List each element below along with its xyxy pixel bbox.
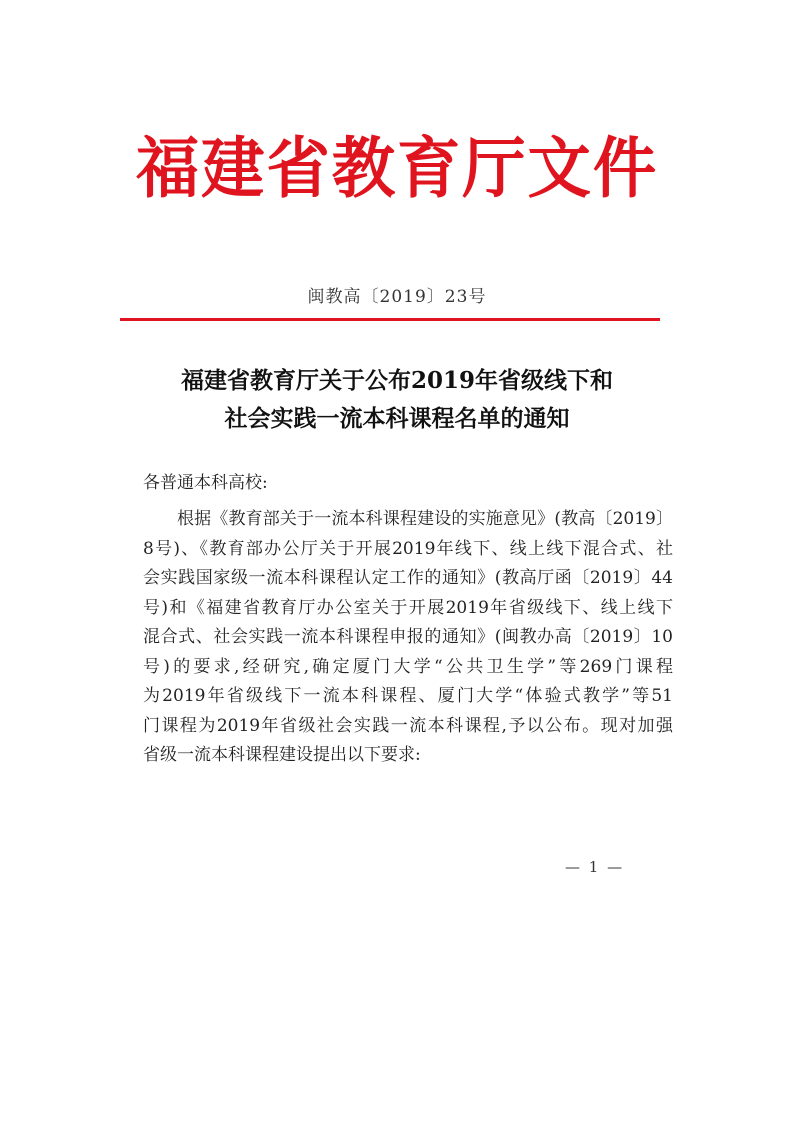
title-line-1: 福建省教育厅关于公布2019年省级线下和: [180, 367, 613, 394]
body-line: 根据《教育部关于一流本科课程建设的实施意见》(教高〔2019〕: [177, 509, 673, 529]
body-line: 号)的要求,经研究,确定厦门大学“公共卫生学”等269门课程: [143, 656, 673, 677]
body-paragraph: [143, 505, 673, 771]
body-line: 8号)、《教育部办公厅关于开展2019年线下、线上线下混合式、社: [143, 538, 673, 559]
red-divider-line: [120, 318, 660, 321]
document-title: [100, 362, 694, 438]
body-line: 为2019年省级线下一流本科课程、厦门大学“体验式教学”等51: [143, 686, 673, 706]
body-line: 号)和《福建省教育厅办公室关于开展2019年省级线下、线上线下: [143, 597, 673, 618]
issuer-header: 福建省教育厅文件: [135, 129, 659, 207]
body-line: 省级一流本科课程建设提出以下要求:: [143, 745, 421, 765]
title-line-2: 社会实践一流本科课程名单的通知: [224, 405, 570, 432]
salutation: 各普通本科高校:: [143, 473, 268, 493]
body-line: 混合式、社会实践一流本科课程申报的通知》(闽教办高〔2019〕10: [143, 627, 673, 647]
body-line: 门课程为2019年省级社会实践一流本科课程,予以公布。现对加强: [143, 715, 673, 736]
body-line: 会实践国家级一流本科课程认定工作的通知》(教高厅函〔2019〕44: [143, 568, 673, 588]
document-number: 闽教高〔2019〕23号: [307, 287, 487, 307]
page-number: — 1 —: [565, 858, 625, 876]
